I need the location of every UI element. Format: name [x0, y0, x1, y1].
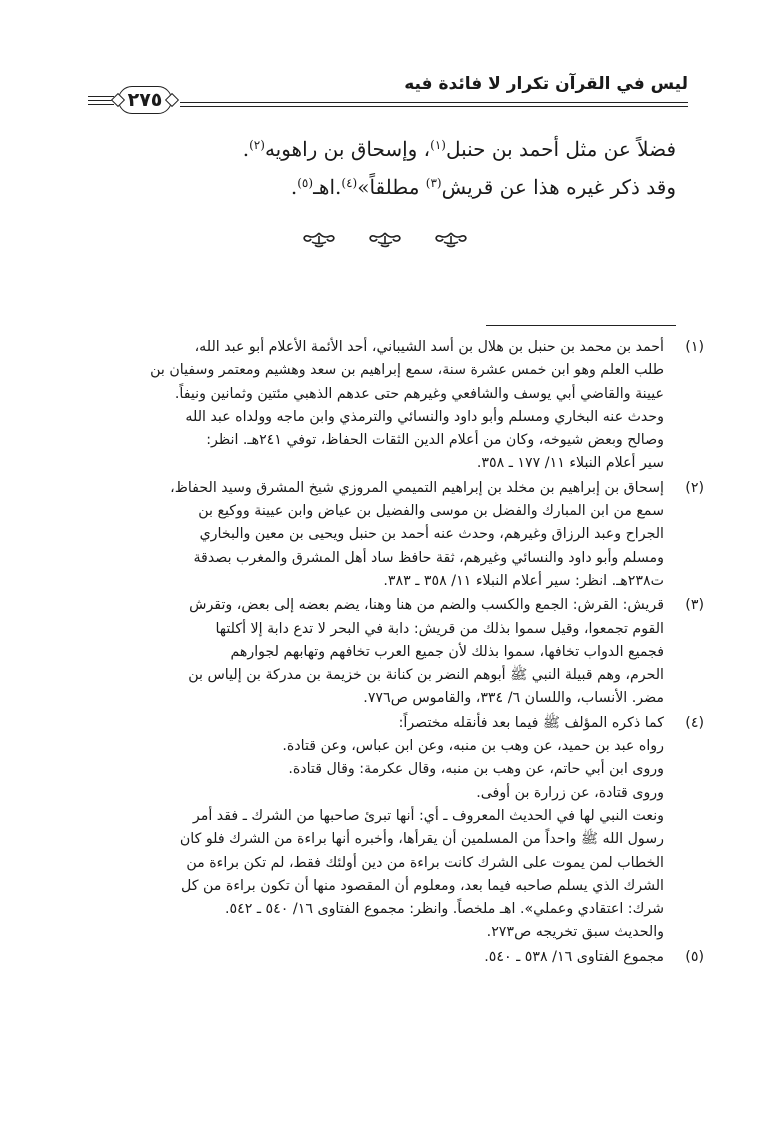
floral-ornament-icon [300, 230, 338, 250]
running-title: ليس في القرآن تكرار لا فائدة فيه [396, 74, 688, 94]
footnote-ref-2[interactable]: (٢) [249, 138, 265, 152]
footnote-2 [76, 477, 704, 593]
footnote-number: (٥) [685, 948, 704, 965]
footnote-4 [76, 712, 704, 945]
section-ornaments [300, 230, 470, 252]
footnote-number: (٢) [685, 479, 704, 496]
main-line-2: وقد ذكر غيره هذا عن قريش$^{(٣)}$ مطلقاً»$^{(٤)}$.اهـ$^{(٥)}$. [290, 175, 676, 199]
page-number: ٢٧٥ [118, 86, 172, 114]
page-number-lines [88, 96, 114, 106]
footnote-ref-3[interactable]: (٣) [425, 176, 442, 190]
floral-ornament-icon [432, 230, 470, 250]
footnote-text: مجموع الفتاوى ١٦/ ٥٣٨ ـ ٥٤٠. [484, 948, 664, 965]
main-line-1: فضلاً عن مثل أحمد بن حنبل$^{(١)}$، وإسحاق بن راهويه$^{(٢)}$. [242, 137, 676, 161]
footnote-ref-1[interactable]: (١) [430, 138, 446, 152]
footnote-ref-5[interactable]: (٥) [297, 176, 314, 190]
footnote-5 [76, 946, 704, 969]
page-number-frame [88, 78, 180, 114]
footnote-ref-4[interactable]: (٤) [341, 176, 358, 190]
footnote-text: قريش: القرش: الجمع والكسب والضم من هنا وهنا، يضم بعضه إلى بعض، وتقرش القوم تجمعوا، وقيل سموا بذلك من قريش: دابة في البحر لا تدع دابة إلا أكلتها فجميع الدواب تخافها، سموا بذلك لأن جميع العرب تخافهم وتهابهم لجوارهم الحرم، وهم قبيلة النبي ﷺ أبوهم النضر بن كنانة بن خزيمة بن مدركة بن إلياس بن مضر. الأنساب، واللسان ٦/ ٣٣٤، والقاموس ص٧٧٦. [188, 597, 664, 707]
footnote-separator [486, 325, 676, 326]
footnote-1 [76, 336, 704, 476]
footnotes [76, 336, 704, 970]
footnote-3 [76, 594, 704, 710]
footnote-number: (٣) [685, 597, 704, 614]
footnote-number: (٤) [685, 714, 704, 731]
main-text [76, 128, 676, 204]
page-header [88, 72, 688, 112]
floral-ornament-icon [366, 230, 404, 250]
footnote-text: أحمد بن محمد بن حنبل بن هلال بن أسد الشيباني، أحد الأئمة الأعلام أبو عبد الله، طلب العلم وهو ابن خمس عشرة سنة، سمع إبراهيم بن سعد وهشيم ومعتمر وسفيان بن عيينة والقاضي أبي يوسف والشافعي وغيرهم حتى عدهم الذهبي مئتين وثمانين ونيفاً. وحدث عنه البخاري ومسلم وأبو داود والنسائي والترمذي وابن ماجه وولداه عبد الله وصالح وبعض شيوخه، وكان من أعلام الدين الثقات الحفاظ، توفي ٢٤١هـ. انظر: سير أعلام النبلاء ١١/ ١٧٧ ـ ٣٥٨. [150, 339, 664, 472]
footnote-text: إسحاق بن إبراهيم بن مخلد بن إبراهيم التميمي المروزي شيخ المشرق وسيد الحفاظ، سمع من ابن المبارك والفضل بن موسى والفضيل بن عياض وابن عيينة ووكيع بن الجراح وعبد الرزاق وغيرهم، وحدث عنه أحمد بن حنبل ويحيى بن معين والبخاري ومسلم وأبو داود والنسائي وغيرهم، ثقة حافظ ساد أهل المشرق والمغرب بصدقة ت٢٣٨هـ. انظر: سير أعلام النبلاء ١١/ ٣٥٨ ـ ٣٨٣. [170, 479, 664, 589]
footnote-number: (١) [685, 339, 704, 355]
footnote-text: كما ذكره المؤلف ﷺ فيما بعد فأنقله مختصراً: رواه عبد بن حميد، عن وهب بن منبه، وعن ابن عباس، وعن قتادة. وروى ابن أبي حاتم، عن وهب بن منبه، وقال عكرمة: وقال قتادة. وروى قتادة، عن زرارة بن أوفى. ونعت النبي لها في الحديث المعروف ـ أي: أنها تبرئ صاحبها من الشرك ـ فقد أمر رسول الله ﷺ واحداً من المسلمين أن يقرأها، وأخبره أنها براءة من الشرك فلو كان الخطاب لمن يموت على الشرك كانت براءة من دين أولئك فقط، لم تكن براءة من الشرك الذي يسلم صاحبه فيما بعد، ومعلوم أن المقصود منها أن تكون براءة من كل شرك: اعتقادي وعملي». اهـ ملخصاً. وانظر: مجموع الفتاوى ١٦/ ٥٤٠ ـ ٥٤٢. والحديث سبق تخريجه ص٢٧٣. [179, 714, 664, 941]
